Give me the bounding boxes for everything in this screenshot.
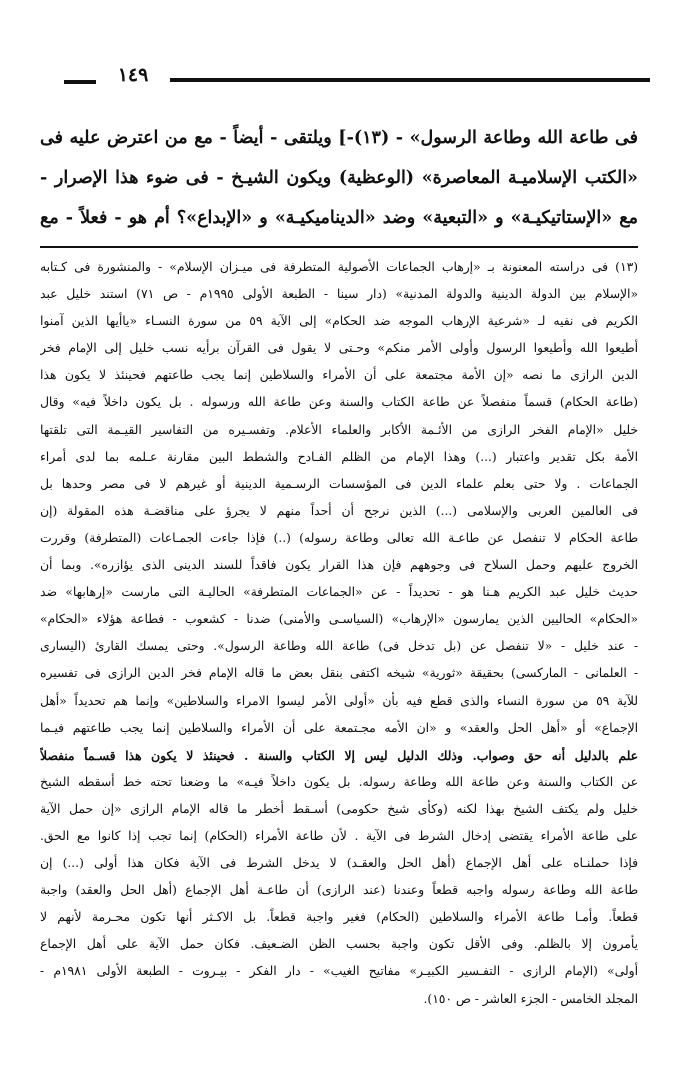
footnote-line: على طاعة الأمراء يقتضى إدخال الشرط فى الآية . لأن طاعة الأمراء (الحكام) إنما تجب إذا كانوا مع الحق. xyxy=(40,828,638,843)
main-text-line: مع «الإستاتيكيـة» و «التبعية» وضد «الديناميكيـة» و «الإبداع»؟ أم هو - فعلاً - مع xyxy=(40,208,638,228)
footnote-line: أولى» (الإمام الرازى - التفـسير الكبيـر» مفاتيح الغيب» - دار الفكر - بيـروت - الطبعة الأولى ١٩٨١م - xyxy=(40,964,638,979)
footnote-block xyxy=(40,254,638,1013)
main-text xyxy=(40,118,638,238)
footnote-line: «الإسلام بين الدولة الدينية والدولة المدنية» (دار سينا - الطبعة الأولى ١٩٩٥م - ص ٧١) استند خليل عبد xyxy=(40,287,638,302)
footnote-line: عن الكتاب والسنة وعن طاعة الله وطاعة رسوله. بل يكون داخلاً فيـه» ما وضعنا تحته خط أسقطه الشيخ xyxy=(40,774,638,789)
footnote-line: أطيعوا الله وأطيعوا الرسول وأولى الأمر منكم» وحـتى لا يقول فى القرآن برأيه نسب خليل إلى الإمام فخر xyxy=(40,341,638,356)
footnote-separator xyxy=(40,246,638,248)
page-number: ١٤٩ xyxy=(117,64,149,86)
footnote-line: (١٣) فى دراسته المعنونة بـ «إرهاب الجماعات الأصولية المتطرفة فى ميـزان الإسلام» - والمنشورة فى كـتابه xyxy=(40,260,638,274)
footnote-line: الكريم فى نفيه لـ «شرعية الإرهاب الموجه ضد الحكام» إلى الآية ٥٩ من سورة النسـاء «ياأيها الذين آمنوا xyxy=(40,314,638,329)
footnote-line: للآية ٥٩ من سورة النساء والذى قطع فيه بأن «أولى الأمر ليسوا الامراء والسلاطين» وإنما هم تحديداً «أهل xyxy=(40,693,638,708)
footnote-line: - العلمانى - الماركسى) بحقيقة «ثورية» شيخه اكتفى بنقل بعض ما قاله الإمام فخر الدين الرازى فى تفسيره xyxy=(40,666,638,681)
header-rule-long xyxy=(170,78,650,82)
main-text-line: «الكتب الإسلاميـة المعاصرة» (الوعظية) ويكون الشيـخ - فى ضوء هذا الإصرار - xyxy=(40,168,638,188)
page-header xyxy=(58,60,650,96)
main-text-line: فى طاعة الله وطاعة الرسول» - (١٣)-] ويلتقى - أيضاً - مع من اعترض عليه فى xyxy=(40,128,638,148)
footnote-line: خليل ولم يكتف الشيخ بهذا لكنه (وكأى شيخ حكومى) أسـقط أخطر ما قاله الإمام الرازى «إن حمل الآية xyxy=(40,801,638,816)
footnote-line: (طاعة الحكام) قسماً منفصلاً عن طاعة الكتاب والسنة وعن طاعة الله ورسوله . بل يكون داخلاً فيه» وقال xyxy=(40,395,638,410)
footnote-line: يأمرون إلا بالظلم. وفى الأقل تكون واجبة بحسب الظن الضـعيف. فكان حمل الآية على أهل الإجماع xyxy=(40,937,638,952)
footnote-line: - عند خليل - «لا تنفصل عن (بل تدخل فى) طاعة الله وطاعة الرسول». وحتى يمسك القارئ (اليسارى xyxy=(40,639,638,654)
header-rule-short xyxy=(64,80,96,84)
footnote-line: الخروج عليهم وحمل السلاح فى وجوههم فإن هذا القرار يكون فاقداً للسند الدينى الذى يؤازره». وبما أن xyxy=(40,558,638,573)
footnote-line: «الحكام» الحاليين الذين يمارسون «الإرهاب» (السياسـى والأمنى) ضدنا - كشعوب - فطاعة هؤلاء «الحكام» xyxy=(40,612,638,627)
footnote-line: حديث خليل عبد الكريم هـنا هو - تحديداً - عن «الجماعات المتطرفة» الحاليـة التى مارست «إرهابها» ضد xyxy=(40,585,638,600)
footnote-line: المجلد الخامس - الجزء العاشر - ص ١٥٠). xyxy=(423,991,638,1006)
footnote-line: الجماعات . ولا حتى بعلم علماء الدين فى المؤسسات الرسـمية الدينية أو غيرهم لا فى مصر وحدها بل xyxy=(40,476,638,491)
footnote-line: الأمة بكل تقدير واعتبار (...) وهذا الإمام من الظلم الفـادح والشطط البين مقارنة عـلمه بما لدى أمراء xyxy=(40,449,638,464)
footnote-line: فى العالمين العربى والإسلامى (...) الذين نرجح أن أحداً منهم لا يجرؤ على مناقضـة هذه المقولة (إن xyxy=(40,503,638,518)
footnote-line: خليل «الإمام الفخر الرازى من الأئـمة الأكابر والعلماء الأعلام. وتفسـيره من التفاسير القيـمة التى تلقتها xyxy=(40,422,638,437)
footnote-line-emphasis: علم بالدليل أنه حق وصواب. وذلك الدليل ليس إلا الكتاب والسنة . فحينئذ لا يكون هذا قسـماً منفصلاً xyxy=(40,747,638,763)
footnote-line: فإذا حملنـاه على أهل الإجماع (أهل الحل والعقـد) لا يدخل الشرط فى الآية فكان هذا أولى (...) إن xyxy=(40,856,638,871)
footnote-line: الدين الرازى ما نصه «إن الأمة مجتمعة على أن الأمراء والسلاطين إنما يجب طاعتهم فحينئذ لا يكون هذا xyxy=(40,368,638,383)
footnote-line: طاعة الله وطاعة رسوله واجبه قطعاً وعندنا (عند الرازى) أن طاعـة أهل الإجماع (أهل الحل والعقد) واجبة xyxy=(40,883,638,898)
footnote-line: الإجماع» أو «أهل الحل والعقد» و «ان الأمه مجـتمعة على أن الأمراء والسلاطين إنما يجب طاعتهم فيـما xyxy=(40,720,638,735)
footnote-line: طاعة الحكام لا تنفصل عن طاعـة الله تعالى وطاعة رسوله) (..) فإذا جاءت الجمـاعات (المتطرفة) وقررت xyxy=(40,530,638,545)
footnote-line: قطعاً. وأمـا طاعة الأمراء والسلاطين (الحكام) فغير واجبة قطعاً. بل الاكـثر أنها تكون محـرمة لأنهم لا xyxy=(40,910,638,925)
